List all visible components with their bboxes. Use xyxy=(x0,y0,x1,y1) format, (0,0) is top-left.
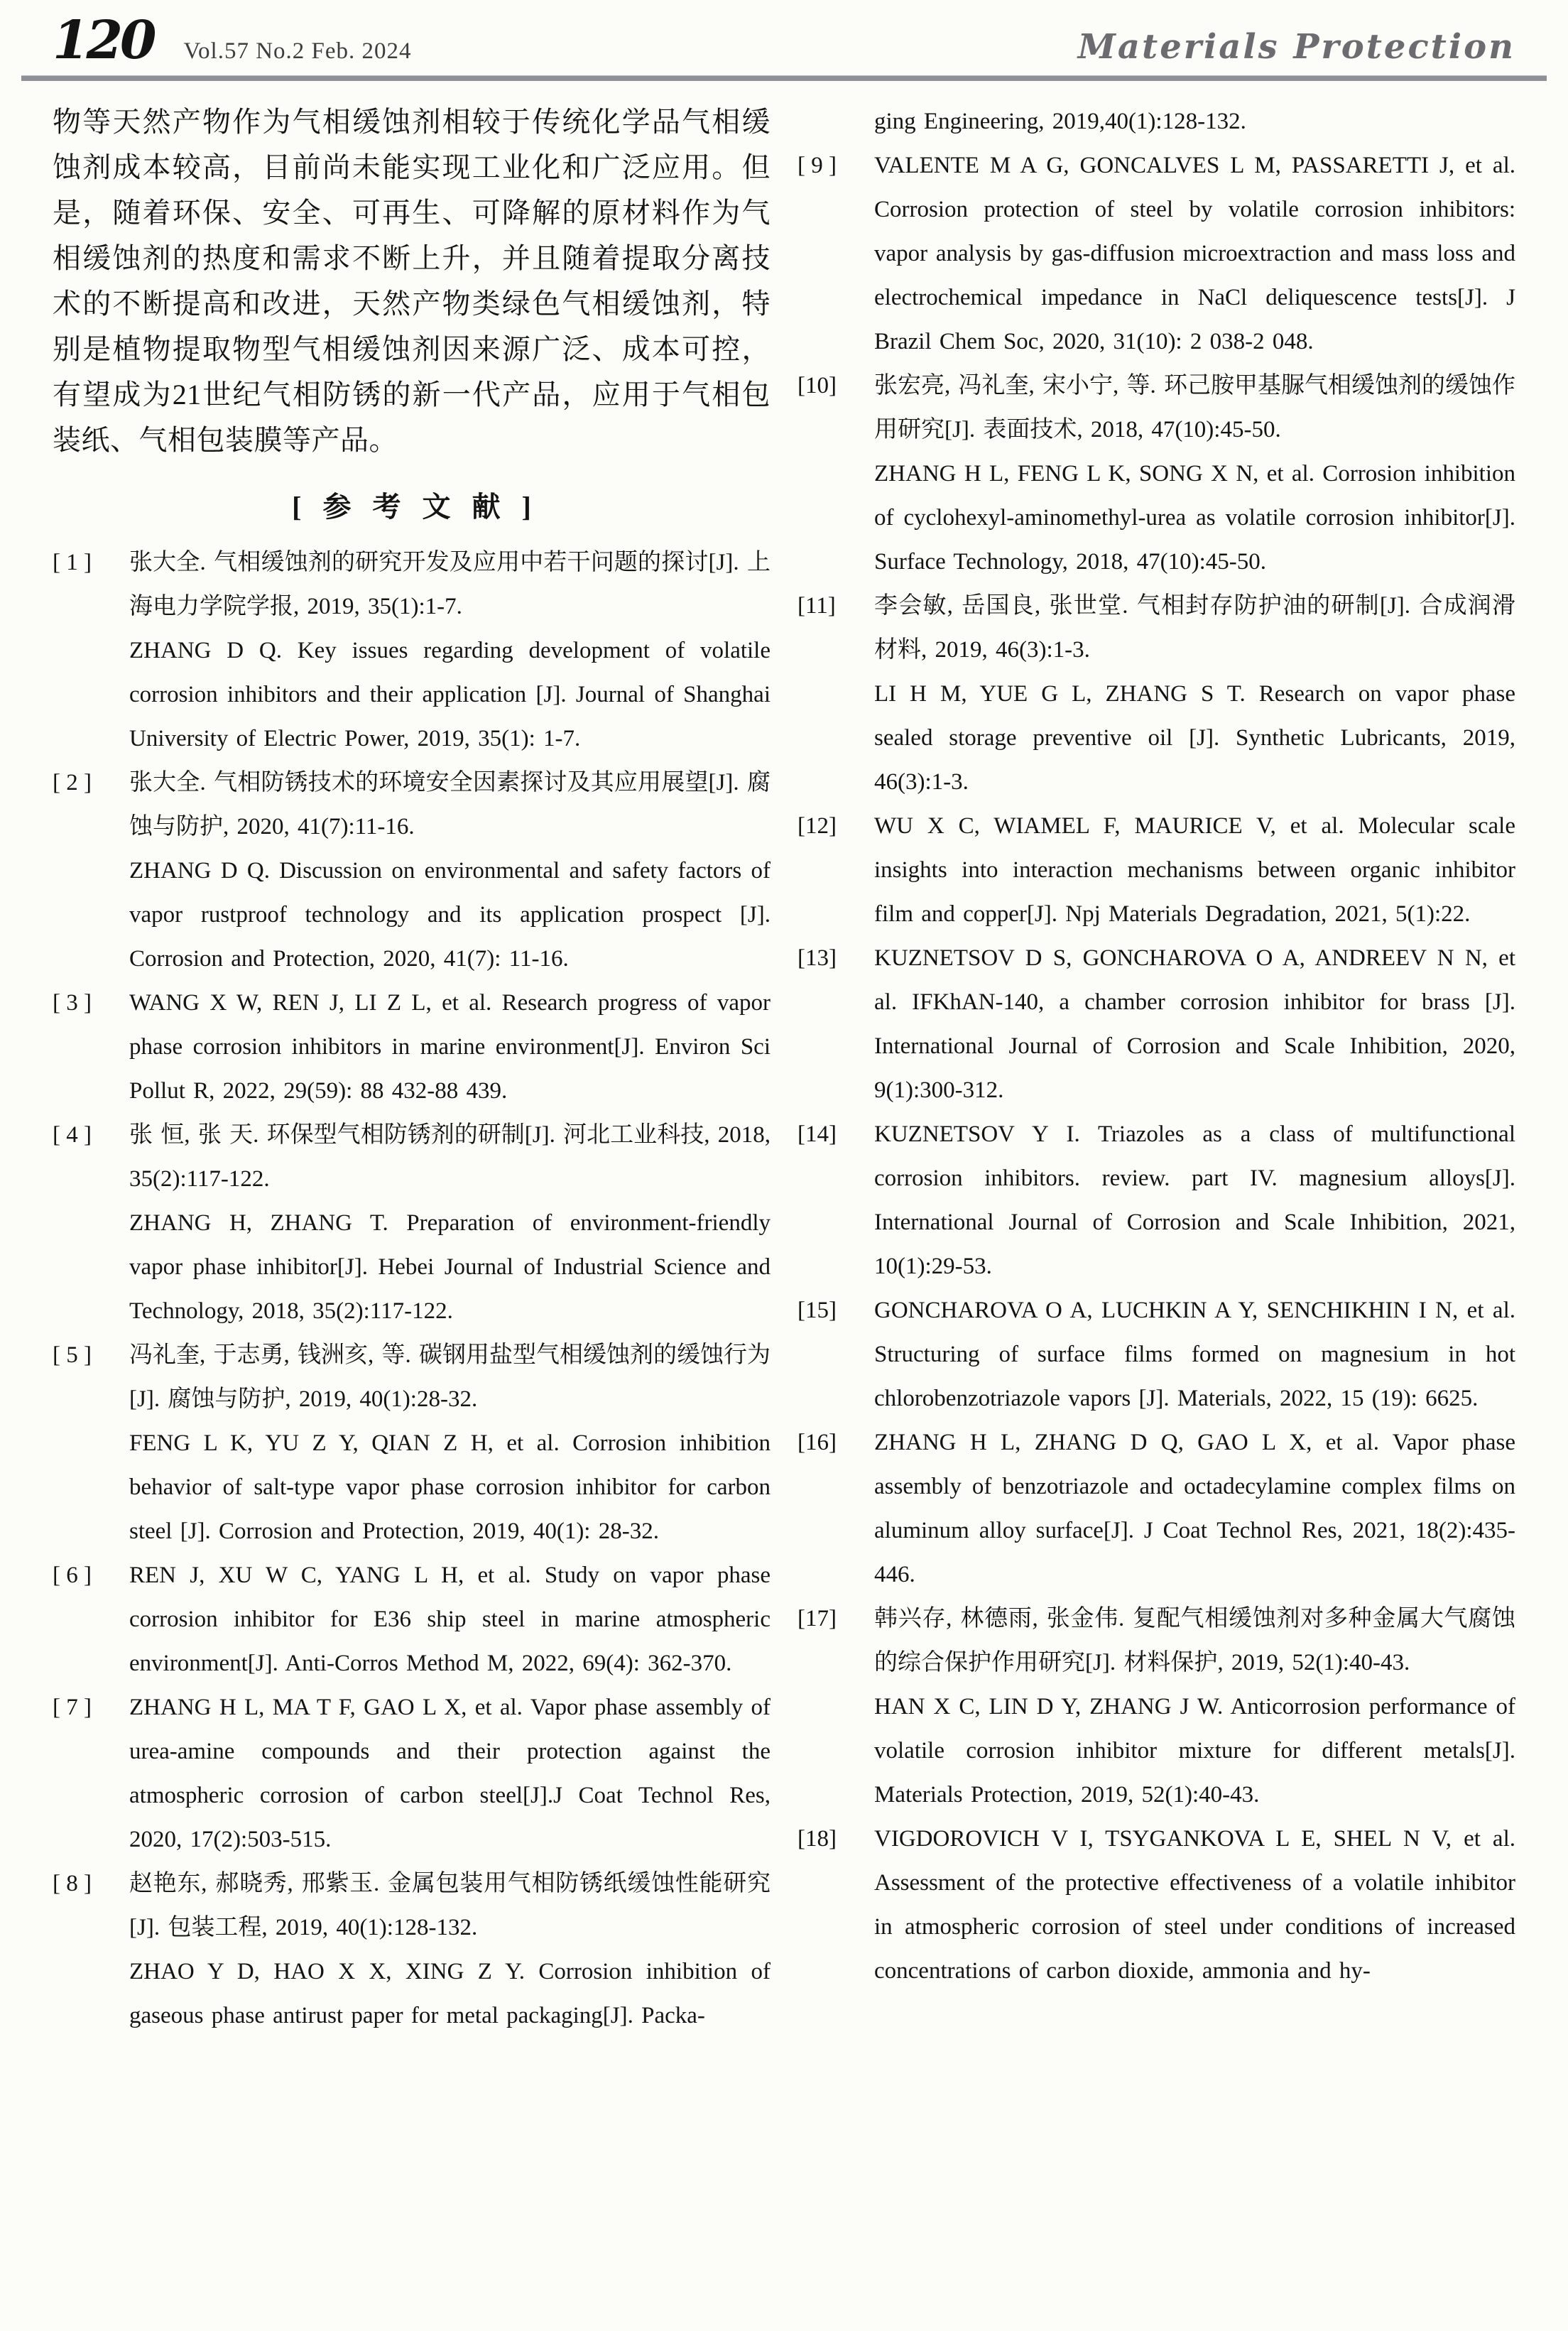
reference-label: [11] xyxy=(797,593,836,619)
reference-label: [ 2 ] xyxy=(53,770,92,795)
header-left-group xyxy=(53,10,412,71)
reference-item xyxy=(797,1288,1515,1420)
reference-text: WANG X W, REN J, LI Z L, et al. Research progress of vapor phase corrosion inhibitors in marine environment[J]. Environ Sci Pollut R, 2022, 29(59): 88 432-88 439. xyxy=(129,990,771,1104)
reference-text: 韩兴存, 林德雨, 张金伟. 复配气相缓蚀剂对多种金属大气腐蚀的综合保护作用研究[J]. 材料保护, 2019, 52(1):40-43. xyxy=(874,1606,1515,1675)
reference-text: LI H M, YUE G L, ZHANG S T. Research on vapor phase sealed storage preventive oil [J]. Synthetic Lubricants, 2019, 46(3):1-3. xyxy=(874,681,1515,795)
reference-continuation xyxy=(797,99,1515,143)
reference-text: ZHANG H L, MA T F, GAO L X, et al. Vapor phase assembly of urea-amine compounds and their protection against the atmospheric corrosion of carbon steel[J].J Coat Technol Res, 2020, 17(2):503-515. xyxy=(129,1695,771,1852)
reference-item xyxy=(797,936,1515,1112)
issue-info: Vol.57 No.2 Feb. 2024 xyxy=(183,38,412,64)
reference-item xyxy=(797,1817,1515,1993)
reference-label: [10] xyxy=(797,373,837,398)
reference-body xyxy=(874,143,1515,364)
reference-text: ging Engineering, 2019,40(1):128-132. xyxy=(874,109,1246,134)
reference-text: 张 恒, 张 天. 环保型气相防锈剂的研制[J]. 河北工业科技, 2018, 35(2):117-122. xyxy=(129,1122,771,1192)
reference-body xyxy=(129,761,771,981)
right-references xyxy=(797,143,1515,1993)
reference-text: WU X C, WIAMEL F, MAURICE V, et al. Molecular scale insights into interaction mechanisms between organic inhibitor film and copper[J]. Npj Materials Degradation, 2021, 5(1):22. xyxy=(874,813,1515,927)
reference-text: ZHANG H L, ZHANG D Q, GAO L X, et al. Vapor phase assembly of benzotriazole and octadecylamine complex films on aluminum alloy surface[J]. J Coat Technol Res, 2021, 18(2):435-446. xyxy=(874,1430,1515,1587)
reference-label: [16] xyxy=(797,1430,837,1455)
reference-text: ZHANG H L, FENG L K, SONG X N, et al. Corrosion inhibition of cyclohexyl-aminomethyl-urea as volatile corrosion inhibitor[J]. Surface Technology, 2018, 47(10):45-50. xyxy=(874,461,1515,575)
reference-text: VALENTE M A G, GONCALVES L M, PASSARETTI J, et al. Corrosion protection of steel by volatile corrosion inhibitors: vapor analysis by gas-diffusion microextraction and mass loss and electrochemical impedance in NaCl deliquescence tests[J]. J Brazil Chem Soc, 2020, 31(10): 2 038-2 048. xyxy=(874,153,1515,354)
reference-body xyxy=(129,1333,771,1553)
reference-item xyxy=(53,540,771,761)
reference-text: KUZNETSOV Y I. Triazoles as a class of multifunctional corrosion inhibitors. review. part IV. magnesium alloys[J]. International Journal of Corrosion and Scale Inhibition, 2021, 10(1):29-53. xyxy=(874,1121,1515,1279)
reference-item xyxy=(53,981,771,1113)
reference-text: 张大全. 气相缓蚀剂的研究开发及应用中若干问题的探讨[J]. 上海电力学院学报, 2019, 35(1):1-7. xyxy=(129,550,771,619)
reference-body xyxy=(129,1113,771,1333)
reference-item xyxy=(797,584,1515,804)
reference-label: [17] xyxy=(797,1606,837,1631)
reference-body xyxy=(874,936,1515,1112)
reference-text: 冯礼奎, 于志勇, 钱洲亥, 等. 碳钢用盐型气相缓蚀剂的缓蚀行为[J]. 腐蚀与防护, 2019, 40(1):28-32. xyxy=(129,1342,771,1412)
journal-name: Materials Protection xyxy=(1077,27,1515,67)
header-divider xyxy=(21,75,1547,81)
reference-label: [18] xyxy=(797,1826,837,1852)
reference-item xyxy=(53,1685,771,1862)
reference-body xyxy=(874,364,1515,584)
reference-item xyxy=(797,143,1515,364)
reference-body xyxy=(129,1862,771,2038)
reference-text: GONCHAROVA O A, LUCHKIN A Y, SENCHIKHIN I N, et al. Structuring of surface films formed on magnesium in hot chlorobenzotriazole vapors [J]. Materials, 2022, 15 (19): 6625. xyxy=(874,1298,1515,1411)
reference-body xyxy=(874,804,1515,936)
reference-label: [ 7 ] xyxy=(53,1695,92,1720)
page-header xyxy=(53,0,1515,70)
reference-label: [ 6 ] xyxy=(53,1563,92,1588)
intro-paragraph: 物等天然产物作为气相缓蚀剂相较于传统化学品气相缓蚀剂成本较高，目前尚未能实现工业化和广泛应用。但是，随着环保、安全、可再生、可降解的原材料作为气相缓蚀剂的热度和需求不断上升，并且随着提取分离技术的不断提高和改进，天然产物类绿色气相缓蚀剂，特别是植物提取物型气相缓蚀剂因来源广泛、成本可控，有望成为21世纪气相防锈的新一代产品，应用于气相包装纸、气相包装膜等产品。 xyxy=(53,106,771,456)
reference-text: ZHANG D Q. Discussion on environmental and safety factors of vapor rustproof technology and its application prospect [J]. Corrosion and Protection, 2020, 41(7): 11-16. xyxy=(129,858,771,972)
reference-item xyxy=(797,1420,1515,1597)
reference-body xyxy=(874,1817,1515,1993)
reference-label: [ 3 ] xyxy=(53,990,92,1016)
reference-body xyxy=(874,99,1515,143)
reference-text: 张宏亮, 冯礼奎, 宋小宁, 等. 环己胺甲基脲气相缓蚀剂的缓蚀作用研究[J]. 表面技术, 2018, 47(10):45-50. xyxy=(874,373,1515,442)
page-number: 120 xyxy=(53,10,154,71)
reference-label: [ 5 ] xyxy=(53,1342,92,1368)
reference-text: 李会敏, 岳国良, 张世堂. 气相封存防护油的研制[J]. 合成润滑材料, 2019, 46(3):1-3. xyxy=(874,593,1515,663)
reference-item xyxy=(53,1113,771,1333)
left-references xyxy=(53,540,771,2038)
reference-item xyxy=(53,1333,771,1553)
reference-text: 张大全. 气相防锈技术的环境安全因素探讨及其应用展望[J]. 腐蚀与防护, 2020, 41(7):11-16. xyxy=(129,770,771,840)
reference-item xyxy=(797,364,1515,584)
reference-text: VIGDOROVICH V I, TSYGANKOVA L E, SHEL N V, et al. Assessment of the protective effectiveness of a volatile inhibitor in atmospheric corrosion of steel under conditions of increased concentrations of carbon dioxide, ammonia and hy- xyxy=(874,1826,1515,1984)
reference-body xyxy=(874,1597,1515,1817)
reference-text: HAN X C, LIN D Y, ZHANG J W. Anticorrosion performance of volatile corrosion inhibitor mixture for different metals[J]. Materials Protection, 2019, 52(1):40-43. xyxy=(874,1694,1515,1808)
reference-text: KUZNETSOV D S, GONCHAROVA O A, ANDREEV N N, et al. IFKhAN-140, a chamber corrosion inhibitor for brass [J]. International Journal of Corrosion and Scale Inhibition, 2020, 9(1):300-312. xyxy=(874,945,1515,1103)
reference-text: REN J, XU W C, YANG L H, et al. Study on vapor phase corrosion inhibitor for E36 ship steel in marine atmospheric environment[J]. Anti-Corros Method M, 2022, 69(4): 362-370. xyxy=(129,1563,771,1676)
reference-label: [14] xyxy=(797,1121,837,1147)
reference-body xyxy=(129,1685,771,1862)
reference-body xyxy=(129,540,771,761)
reference-text: ZHANG D Q. Key issues regarding development of volatile corrosion inhibitors and their application [J]. Journal of Shanghai University of Electric Power, 2019, 35(1): 1-7. xyxy=(129,638,771,751)
reference-body xyxy=(874,1288,1515,1420)
reference-body xyxy=(874,584,1515,804)
reference-body xyxy=(874,1420,1515,1597)
reference-body xyxy=(874,1112,1515,1288)
reference-label: [ 8 ] xyxy=(53,1871,92,1896)
reference-text: FENG L K, YU Z Y, QIAN Z H, et al. Corrosion inhibition behavior of salt-type vapor phase corrosion inhibitor for carbon steel [J]. Corrosion and Protection, 2019, 40(1): 28-32. xyxy=(129,1430,771,1544)
page-content xyxy=(53,81,1515,2038)
reference-body xyxy=(129,981,771,1113)
reference-label: [ 4 ] xyxy=(53,1122,92,1148)
reference-item xyxy=(53,761,771,981)
reference-item xyxy=(797,1597,1515,1817)
left-column xyxy=(53,99,771,2038)
reference-label: [12] xyxy=(797,813,837,839)
reference-text: ZHANG H, ZHANG T. Preparation of environment-friendly vapor phase inhibitor[J]. Hebei Journal of Industrial Science and Technology, 2018, 35(2):117-122. xyxy=(129,1210,771,1324)
reference-label: [13] xyxy=(797,945,837,971)
reference-item xyxy=(53,1862,771,2038)
reference-item xyxy=(797,804,1515,936)
reference-item xyxy=(797,1112,1515,1288)
references-heading: [ 参 考 文 献 ] xyxy=(292,491,531,523)
reference-label: [15] xyxy=(797,1298,837,1323)
reference-body xyxy=(129,1553,771,1685)
reference-label: [ 9 ] xyxy=(797,153,837,178)
reference-text: 赵艳东, 郝晓秀, 邢紫玉. 金属包装用气相防锈纸缓蚀性能研究[J]. 包装工程, 2019, 40(1):128-132. xyxy=(129,1871,771,1940)
reference-text: ZHAO Y D, HAO X X, XING Z Y. Corrosion inhibition of gaseous phase antirust paper for metal packaging[J]. Packa- xyxy=(129,1959,771,2028)
right-column xyxy=(797,99,1515,2038)
reference-item xyxy=(53,1553,771,1685)
reference-label: [ 1 ] xyxy=(53,550,92,575)
